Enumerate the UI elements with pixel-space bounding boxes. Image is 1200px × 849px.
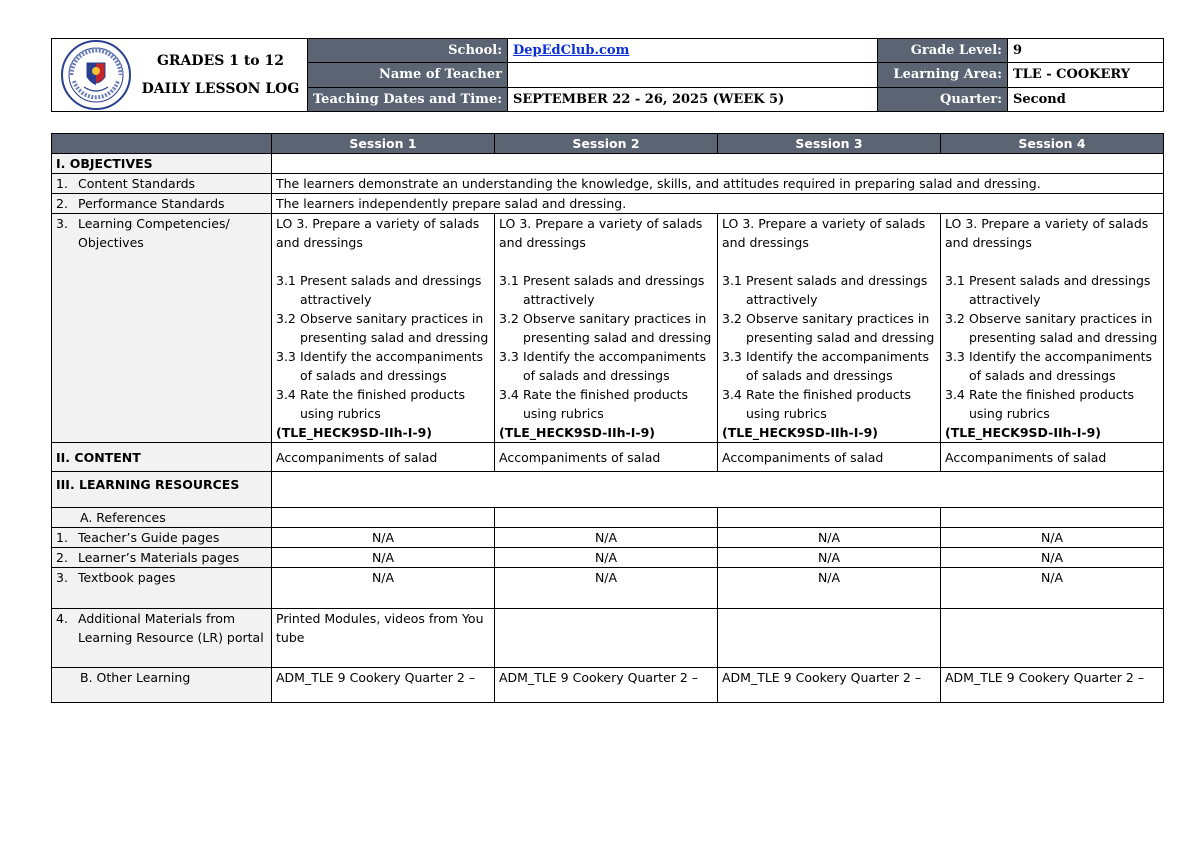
competency-code: (TLE_HECK9SD-IIh-I-9): [945, 425, 1101, 440]
competency-item: [276, 385, 490, 423]
competency-item-text: Rate the finished products using rubrics: [746, 387, 912, 421]
content-heading: II. CONTENT: [52, 443, 272, 472]
additional-materials-session-4: [941, 609, 1164, 668]
learners-materials-session-1: N/A: [272, 548, 495, 568]
other-learning-session-3: ADM_TLE 9 Cookery Quarter 2 –: [718, 668, 941, 703]
session-3-header: Session 3: [718, 134, 941, 154]
references-session-1: [272, 508, 495, 528]
competency-code: (TLE_HECK9SD-IIh-I-9): [276, 425, 432, 440]
competencies-session-1: [272, 214, 495, 443]
competency-item-text: Rate the finished products using rubrics: [969, 387, 1135, 421]
quarter-label: Quarter:: [878, 87, 1008, 111]
content-row: [52, 443, 1164, 472]
other-learning-session-1: ADM_TLE 9 Cookery Quarter 2 –: [272, 668, 495, 703]
competency-item-text: Rate the finished products using rubrics: [523, 387, 689, 421]
spacer: [722, 252, 936, 271]
competencies-row: [52, 214, 1164, 443]
additional-materials-session-2: [495, 609, 718, 668]
school-link[interactable]: DepEdClub.com: [513, 43, 630, 59]
competency-lo: LO 3. Prepare a variety of salads and dressings: [276, 216, 480, 250]
learners-materials-label-cell: [52, 548, 272, 568]
teachers-guide-num: 1.: [56, 530, 68, 545]
competency-item-num: 3.3: [945, 349, 965, 364]
competency-item-text: Identify the accompaniments of salads and dressings: [969, 349, 1153, 383]
performance-standards-label-cell: [52, 194, 272, 214]
resources-heading: III. LEARNING RESOURCES: [52, 472, 272, 508]
header-title-cell: [52, 39, 308, 112]
teacher-label: Name of Teacher: [308, 63, 508, 87]
references-row: [52, 508, 1164, 528]
competency-item-num: 3.4: [945, 387, 965, 402]
performance-standards-row: [52, 194, 1164, 214]
spacer: [499, 252, 713, 271]
competency-item-text: Present salads and dressings attractively: [969, 273, 1151, 307]
teachers-guide-label: Teacher’s Guide pages: [78, 530, 220, 545]
textbook-num: 3.: [56, 570, 68, 585]
spacer: [945, 252, 1159, 271]
competency-item-text: Present salads and dressings attractively: [300, 273, 482, 307]
learners-materials-session-4: N/A: [941, 548, 1164, 568]
competency-item-num: 3.2: [722, 311, 742, 326]
competency-item-text: Present salads and dressings attractively: [746, 273, 928, 307]
other-learning-label: B. Other Learning: [52, 668, 272, 703]
teachers-guide-label-cell: [52, 528, 272, 548]
teachers-guide-session-2: N/A: [495, 528, 718, 548]
competency-item: [945, 385, 1159, 423]
competency-item-text: Rate the finished products using rubrics: [300, 387, 466, 421]
competency-item-text: Observe sanitary practices in presenting salad and dressing: [300, 311, 489, 345]
other-learning-row: [52, 668, 1164, 703]
learning-area-value: TLE - COOKERY: [1008, 63, 1164, 87]
competency-item: [499, 271, 713, 309]
content-session-3: Accompaniments of salad: [718, 443, 941, 472]
competency-item-num: 3.4: [276, 387, 296, 402]
teacher-value: [508, 63, 878, 87]
other-learning-session-4: ADM_TLE 9 Cookery Quarter 2 –: [941, 668, 1164, 703]
header-table: [51, 38, 1164, 112]
content-standards-text: The learners demonstrate an understanding the knowledge, skills, and attitudes required in preparing salad and dressing.: [272, 174, 1164, 194]
content-standards-label-cell: [52, 174, 272, 194]
header-title-line1: GRADES 1 to 12: [156, 53, 284, 69]
competency-lo: LO 3. Prepare a variety of salads and dressings: [722, 216, 926, 250]
additional-materials-label-cell: [52, 609, 272, 668]
dates-label: Teaching Dates and Time:: [308, 87, 508, 111]
content-session-4: Accompaniments of salad: [941, 443, 1164, 472]
learners-materials-session-3: N/A: [718, 548, 941, 568]
competencies-session-3: [718, 214, 941, 443]
competency-code: (TLE_HECK9SD-IIh-I-9): [722, 425, 878, 440]
objectives-heading-blank: [272, 154, 1164, 174]
teachers-guide-session-1: N/A: [272, 528, 495, 548]
competency-item-num: 3.1: [945, 273, 965, 288]
additional-materials-num: 4.: [56, 611, 68, 626]
competency-item-num: 3.1: [722, 273, 742, 288]
competencies-num: 3.: [56, 216, 68, 231]
competency-item-num: 3.2: [499, 311, 519, 326]
resources-heading-blank: [272, 472, 1164, 508]
dates-value: SEPTEMBER 22 - 26, 2025 (WEEK 5): [508, 87, 878, 111]
session-1-header: Session 1: [272, 134, 495, 154]
competency-item-text: Observe sanitary practices in presenting salad and dressing: [969, 311, 1158, 345]
competency-item-text: Identify the accompaniments of salads and dressings: [523, 349, 707, 383]
competency-item: [499, 309, 713, 347]
textbook-label: Textbook pages: [78, 570, 176, 585]
learners-materials-label: Learner’s Materials pages: [78, 550, 240, 565]
competency-item-num: 3.3: [499, 349, 519, 364]
competency-item-text: Identify the accompaniments of salads and dressings: [300, 349, 484, 383]
content-standards-label: Content Standards: [78, 176, 196, 191]
competency-lo: LO 3. Prepare a variety of salads and dressings: [499, 216, 703, 250]
competency-item: [276, 271, 490, 309]
competency-item: [722, 309, 936, 347]
references-session-4: [941, 508, 1164, 528]
textbook-session-3: N/A: [718, 568, 941, 609]
competency-item: [499, 385, 713, 423]
quarter-value: Second: [1008, 87, 1164, 111]
textbook-session-4: N/A: [941, 568, 1164, 609]
teachers-guide-session-3: N/A: [718, 528, 941, 548]
learners-materials-row: [52, 548, 1164, 568]
competency-item: [276, 347, 490, 385]
content-session-1: Accompaniments of salad: [272, 443, 495, 472]
session-4-header: Session 4: [941, 134, 1164, 154]
competency-item-text: Identify the accompaniments of salads and dressings: [746, 349, 930, 383]
learners-materials-num: 2.: [56, 550, 68, 565]
school-label: School:: [308, 39, 508, 63]
competencies-label-cell: [52, 214, 272, 443]
competency-item-text: Observe sanitary practices in presenting salad and dressing: [523, 311, 712, 345]
session-header-row: [52, 134, 1164, 154]
performance-standards-num: 2.: [56, 196, 68, 211]
header-title-line2: DAILY LESSON LOG: [141, 81, 300, 97]
competency-item-num: 3.4: [499, 387, 519, 402]
competency-item-text: Present salads and dressings attractively: [523, 273, 705, 307]
competencies-session-2: [495, 214, 718, 443]
competencies-session-4: [941, 214, 1164, 443]
competency-item: [722, 385, 936, 423]
references-session-3: [718, 508, 941, 528]
teachers-guide-row: [52, 528, 1164, 548]
competency-item-text: Observe sanitary practices in presenting salad and dressing: [746, 311, 935, 345]
competency-item: [499, 347, 713, 385]
additional-materials-session-3: [718, 609, 941, 668]
performance-standards-label: Performance Standards: [78, 196, 225, 211]
competency-item: [722, 271, 936, 309]
content-session-2: Accompaniments of salad: [495, 443, 718, 472]
textbook-session-2: N/A: [495, 568, 718, 609]
competency-item-num: 3.1: [276, 273, 296, 288]
competency-item: [722, 347, 936, 385]
performance-standards-text: The learners independently prepare salad and dressing.: [272, 194, 1164, 214]
learning-area-label: Learning Area:: [878, 63, 1008, 87]
school-value[interactable]: [508, 39, 878, 63]
content-standards-num: 1.: [56, 176, 68, 191]
teachers-guide-session-4: N/A: [941, 528, 1164, 548]
learners-materials-session-2: N/A: [495, 548, 718, 568]
spacer: [276, 252, 490, 271]
competency-item-num: 3.3: [276, 349, 296, 364]
competency-item-num: 3.3: [722, 349, 742, 364]
competency-item-num: 3.1: [499, 273, 519, 288]
competency-item: [945, 347, 1159, 385]
competency-item-num: 3.2: [276, 311, 296, 326]
textbook-label-cell: [52, 568, 272, 609]
competency-item: [276, 309, 490, 347]
grade-level-value: 9: [1008, 39, 1164, 63]
objectives-heading: I. OBJECTIVES: [52, 154, 272, 174]
competency-lo: LO 3. Prepare a variety of salads and dressings: [945, 216, 1149, 250]
additional-materials-row: [52, 609, 1164, 668]
additional-materials-label: Additional Materials from Learning Resource (LR) portal: [78, 611, 264, 645]
deped-seal-icon: [60, 39, 132, 111]
references-session-2: [495, 508, 718, 528]
grade-level-label: Grade Level:: [878, 39, 1008, 63]
competency-item: [945, 309, 1159, 347]
competency-item-num: 3.4: [722, 387, 742, 402]
competency-item-num: 3.2: [945, 311, 965, 326]
textbook-row: [52, 568, 1164, 609]
objectives-heading-row: [52, 154, 1164, 174]
session-header-corner: [52, 134, 272, 154]
competency-code: (TLE_HECK9SD-IIh-I-9): [499, 425, 655, 440]
additional-materials-session-1: Printed Modules, videos from You tube: [272, 609, 495, 668]
other-learning-session-2: ADM_TLE 9 Cookery Quarter 2 –: [495, 668, 718, 703]
competency-item: [945, 271, 1159, 309]
session-2-header: Session 2: [495, 134, 718, 154]
competencies-label: Learning Competencies/ Objectives: [78, 216, 230, 250]
lesson-log-table: [51, 133, 1164, 703]
textbook-session-1: N/A: [272, 568, 495, 609]
references-label: A. References: [52, 508, 272, 528]
content-standards-row: [52, 174, 1164, 194]
resources-heading-row: [52, 472, 1164, 508]
